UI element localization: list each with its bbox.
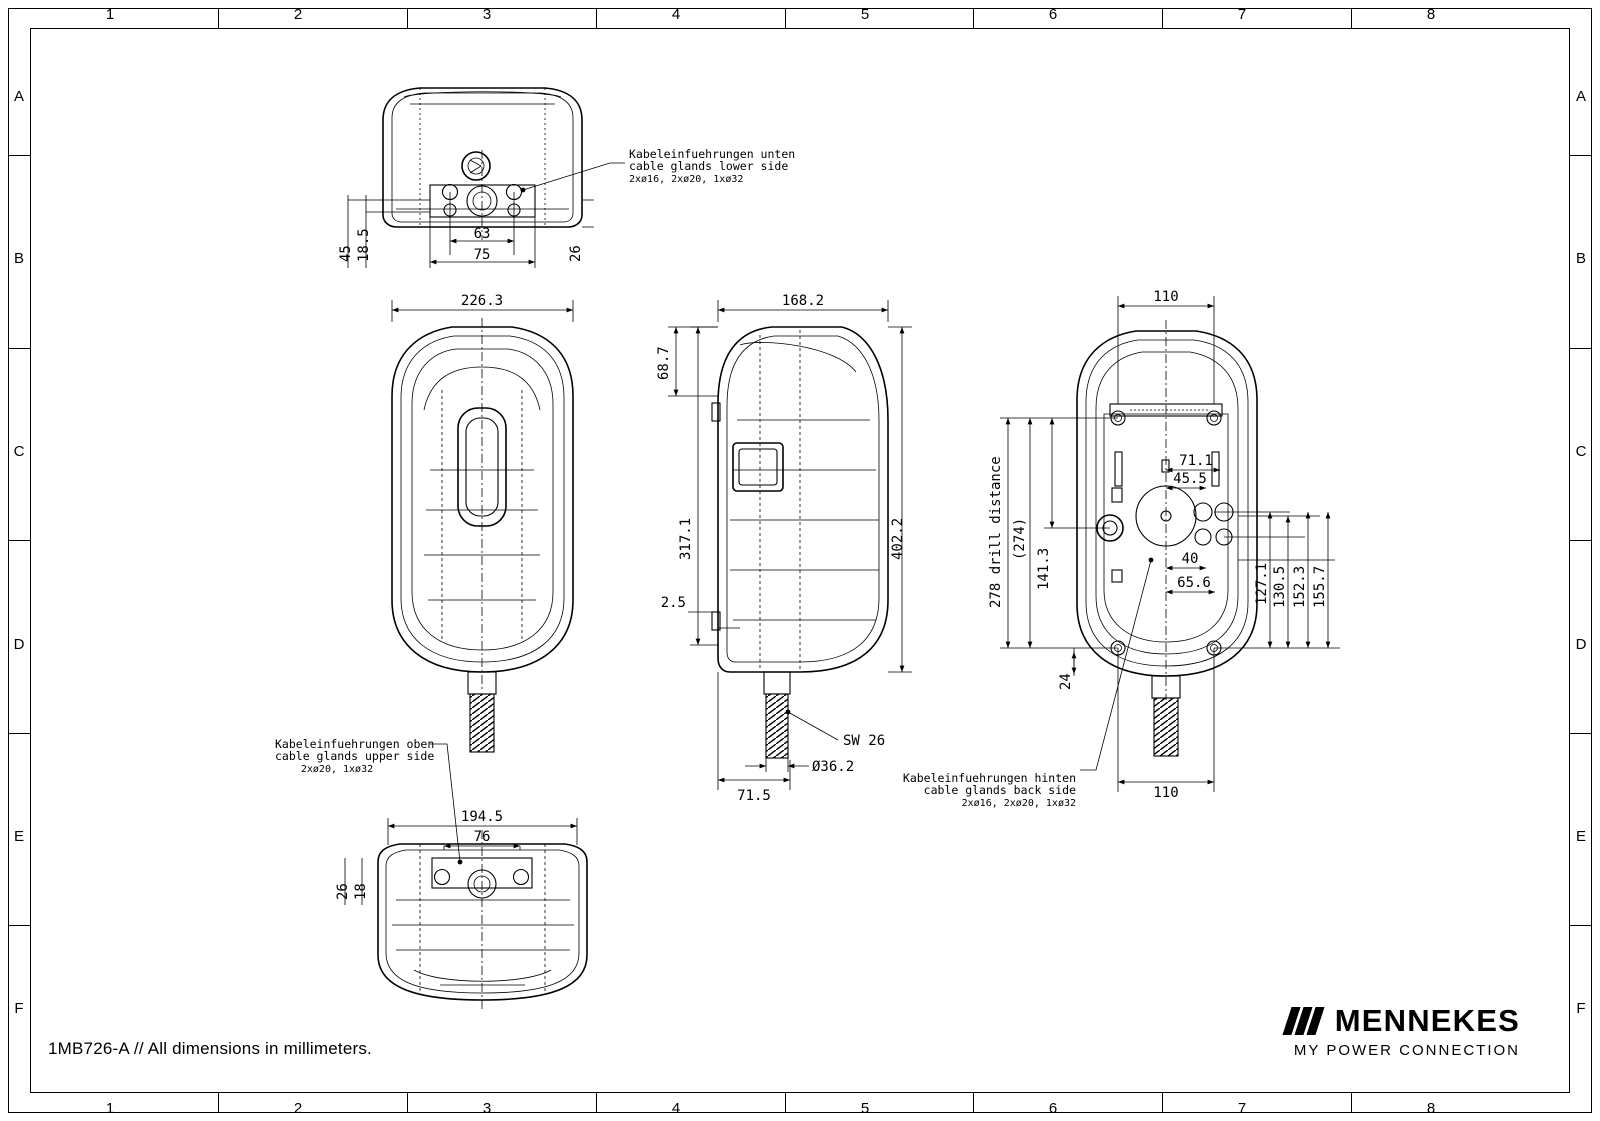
dim-26-bottom: 26 <box>335 883 351 900</box>
view-bottom <box>335 809 587 1010</box>
view-side <box>656 293 912 804</box>
note-upper-line2: cable glands upper side <box>275 749 435 763</box>
note-lower-line3: 2xø16, 2xø20, 1xø32 <box>629 174 744 185</box>
brand-tagline: MY POWER CONNECTION <box>1293 1042 1520 1059</box>
brand-name: MENNEKES <box>1334 1003 1520 1038</box>
dim-36-2: Ø36.2 <box>812 759 855 775</box>
column-label-bottom-7: 7 <box>1237 1100 1247 1117</box>
note-upper-line1: Kabeleinfuehrungen oben <box>275 737 435 751</box>
row-label-A: A <box>13 88 24 105</box>
dim-2-5: 2.5 <box>660 595 686 611</box>
dim-26: 26 <box>568 245 584 262</box>
row-label-D: D <box>13 636 25 653</box>
dim-45: 45 <box>338 245 354 262</box>
dim-127-1: 127.1 <box>1254 562 1270 605</box>
dim-71-1: 71.1 <box>1179 453 1213 469</box>
column-label-bottom-1: 1 <box>105 1100 115 1117</box>
column-label-bottom-8: 8 <box>1426 1100 1436 1117</box>
dim-45-5: 45.5 <box>1173 471 1207 487</box>
dim-278-drill: 278 drill distance <box>988 456 1004 608</box>
column-label-4: 4 <box>671 6 681 23</box>
row-label-right-F: F <box>1576 1000 1586 1017</box>
row-label-C: C <box>13 443 25 460</box>
label-sw26: SW 26 <box>843 733 886 749</box>
column-label-5: 5 <box>860 6 870 23</box>
row-label-B: B <box>13 250 24 267</box>
dim-110-bottom: 110 <box>1153 785 1179 801</box>
dim-18-bottom: 18 <box>353 883 369 900</box>
dim-110-top: 110 <box>1153 289 1179 305</box>
dim-18-5: 18.5 <box>356 228 372 262</box>
dim-152-3: 152.3 <box>1292 565 1308 608</box>
dim-24: 24 <box>1058 673 1074 690</box>
dim-141-3: 141.3 <box>1036 547 1052 590</box>
note-back-line2: cable glands back side <box>923 783 1076 797</box>
dim-63: 63 <box>473 226 491 242</box>
dim-65-6: 65.6 <box>1177 575 1211 591</box>
dim-71-5: 71.5 <box>737 788 771 804</box>
note-back-line1: Kabeleinfuehrungen hinten <box>902 771 1076 785</box>
note-lower-line1: Kabeleinfuehrungen unten <box>629 147 796 161</box>
note-back-line3: 2xø16, 2xø20, 1xø32 <box>961 798 1076 809</box>
row-label-E: E <box>13 828 24 845</box>
note-upper-group <box>275 737 462 864</box>
dim-76: 76 <box>473 829 491 845</box>
dim-194-5: 194.5 <box>460 809 504 825</box>
note-upper-line3: 2xø20, 1xø32 <box>300 764 374 775</box>
dim-75: 75 <box>473 247 491 263</box>
note-lower-line2: cable glands lower side <box>629 159 789 173</box>
column-label-bottom-5: 5 <box>860 1100 870 1117</box>
dim-130-5: 130.5 <box>1272 565 1288 608</box>
dim-155-7: 155.7 <box>1312 565 1328 608</box>
dim-226-3: 226.3 <box>460 293 504 309</box>
footer-note: 1MB726-A // All dimensions in millimeters. <box>48 1039 372 1058</box>
dim-274: (274) <box>1012 517 1028 560</box>
column-label-bottom-3: 3 <box>482 1100 492 1117</box>
row-label-right-C: C <box>1575 443 1587 460</box>
view-top <box>338 88 795 268</box>
dim-317-1: 317.1 <box>678 517 694 560</box>
view-front <box>392 293 573 752</box>
row-label-right-D: D <box>1575 636 1587 653</box>
brand-logo <box>1285 1005 1520 1059</box>
column-label-bottom-2: 2 <box>293 1100 303 1117</box>
column-label-6: 6 <box>1048 6 1058 23</box>
dim-402-2: 402.2 <box>890 517 906 560</box>
view-back <box>903 289 1340 809</box>
row-label-right-E: E <box>1575 828 1586 845</box>
dim-168-2: 168.2 <box>781 293 825 309</box>
dim-68-7: 68.7 <box>656 346 672 380</box>
column-label-1: 1 <box>105 6 115 23</box>
column-label-bottom-6: 6 <box>1048 1100 1058 1117</box>
row-label-right-A: A <box>1575 88 1586 105</box>
column-label-2: 2 <box>293 6 303 23</box>
mennekes-mark-icon <box>1285 1007 1325 1035</box>
column-label-7: 7 <box>1237 6 1247 23</box>
column-label-bottom-4: 4 <box>671 1100 681 1117</box>
column-label-3: 3 <box>482 6 492 23</box>
column-label-8: 8 <box>1426 6 1436 23</box>
row-label-F: F <box>14 1000 24 1017</box>
row-label-right-B: B <box>1575 250 1586 267</box>
dim-40: 40 <box>1181 551 1199 567</box>
